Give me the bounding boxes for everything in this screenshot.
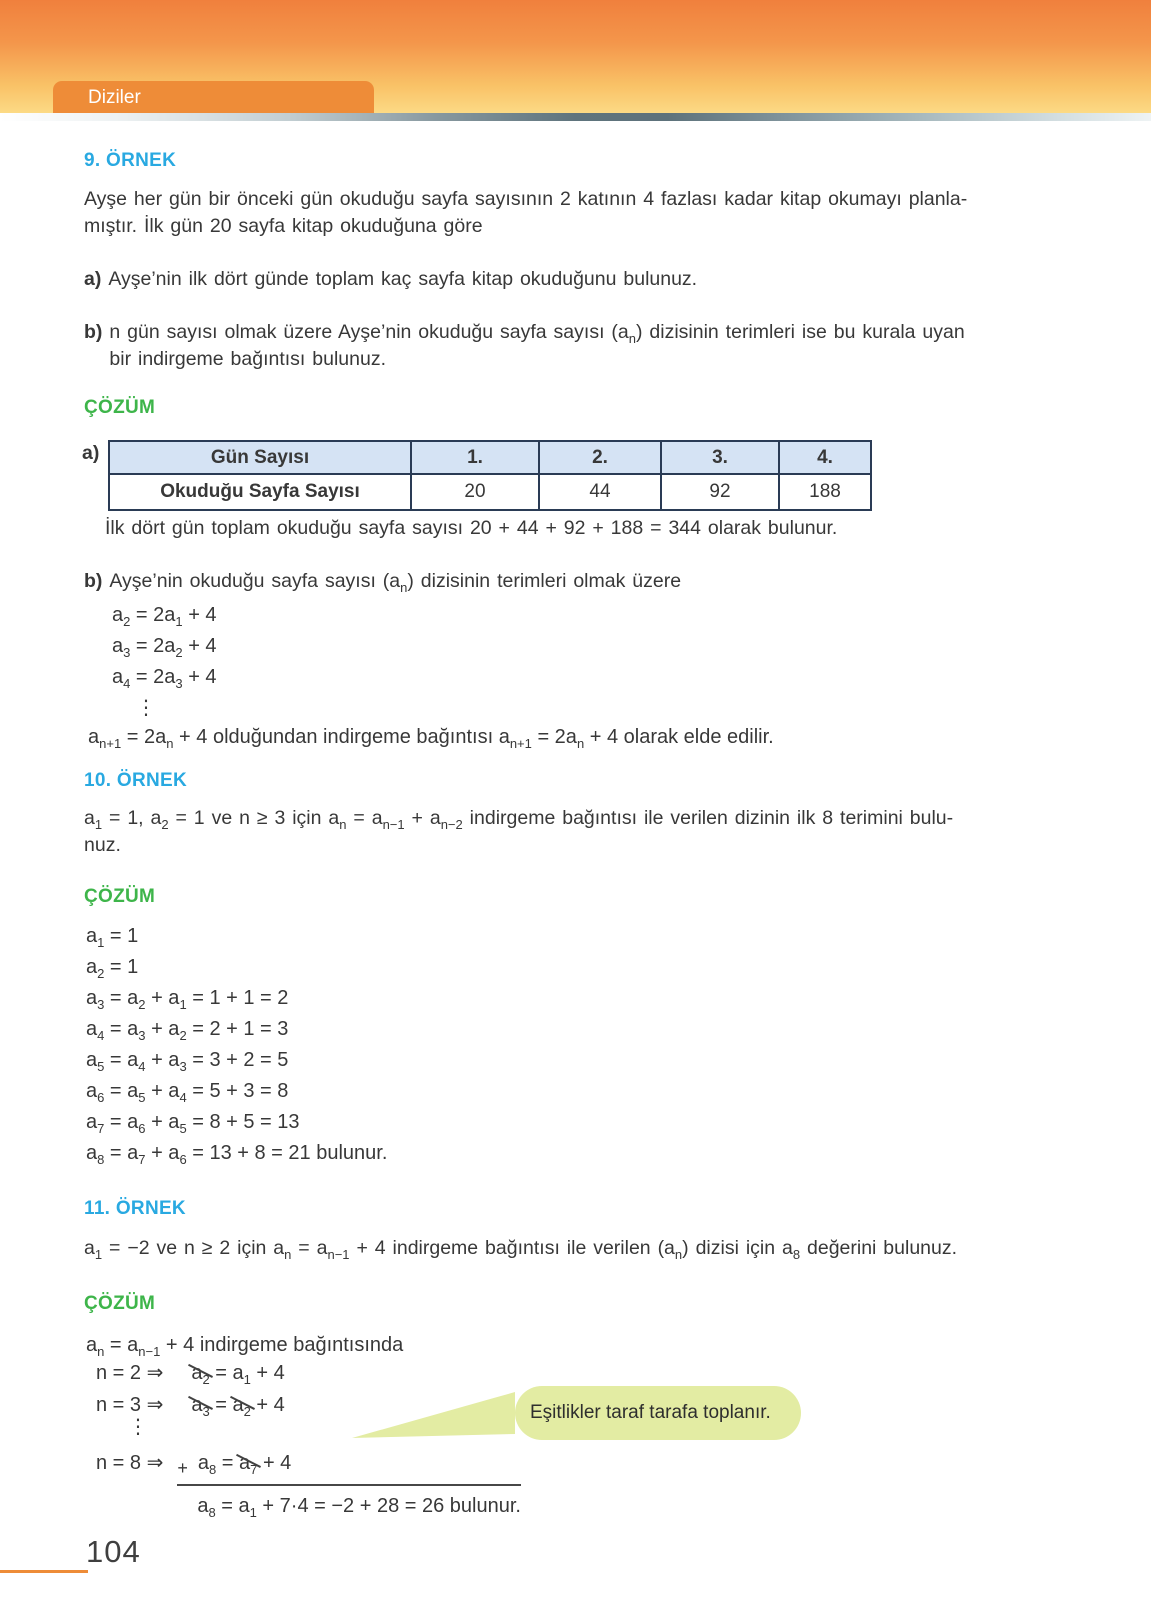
item-text [109, 319, 964, 373]
equation-line: $a_4 = 2a_3 + 4$ [112, 666, 217, 691]
equation-line: $a_3 = a_2 + a_1 = 1 + 1 = 2$ [86, 987, 289, 1012]
table-value-cell: 92 [661, 474, 779, 510]
equation-line: $a_4 = a_3 + a_2 = 2 + 1 = 3$ [86, 1018, 289, 1043]
header-stripe [0, 113, 1151, 121]
example10-statement [84, 805, 1094, 859]
table-header-cell: 4. [779, 441, 871, 474]
example9-item-b [84, 319, 1094, 373]
solution-b-conclusion: $a_{n+1} = 2a_n + 4$ olduğundan indirgeme bağıntısı $a_{n+1} = 2a_n + 4$ olarak elde edilir. [88, 726, 774, 751]
item-text: Ayşe’nin ilk dört günde toplam kaç sayfa kitap okuduğunu bulunuz. [108, 268, 698, 290]
table-header-cell: Gün Sayısı [109, 441, 411, 474]
day-page-table [108, 440, 872, 511]
step-equation: $a_3 = a_2 + 4$ [191, 1394, 284, 1416]
example11-heading: 11. ÖRNEK [84, 1198, 186, 1219]
item-label: b) [84, 321, 103, 343]
sum-top-line [177, 1448, 521, 1486]
example11-solution-intro: $a_n = a_{n-1} + 4$ indirgeme bağıntısında [86, 1334, 404, 1359]
step-equation: $a_2 = a_1 + 4$ [191, 1362, 284, 1384]
recurrence-step-8 [96, 1448, 521, 1522]
equation-line: $a_6 = a_5 + a_4 = 5 + 3 = 8$ [86, 1080, 289, 1105]
example10-heading: 10. ÖRNEK [84, 770, 188, 791]
item-label: b) [84, 570, 103, 592]
solution-b-equations [112, 600, 217, 724]
table-value-cell: 44 [539, 474, 661, 510]
footer-rule [0, 1570, 88, 1573]
table-value-cell: 188 [779, 474, 871, 510]
example11-statement: $a_1 = -2$ ve n ≥ 2 için $a_n = a_{n-1} + 4$ indirgeme bağıntısı ile verilen $(a_n)$ dizisi için $a_8$ değerini bulunuz. [84, 1237, 958, 1262]
callout-text: Eşitlikler taraf tarafa toplanır. [530, 1402, 771, 1423]
step-equation: $a_8 = a_7 + 4$ [198, 1452, 291, 1474]
step-label: n = 3 ⇒ [96, 1394, 164, 1416]
table-header-cell: 2. [539, 441, 661, 474]
table-data-row [109, 474, 871, 510]
example9-statement [84, 186, 1084, 240]
sum-block [177, 1448, 521, 1522]
item-line: n gün sayısı olmak üzere Ayşe’nin okuduğu sayfa sayısı $(a_n)$ dizisinin terimleri ise bu kurala uyan [109, 321, 965, 346]
recurrence-step [96, 1390, 285, 1421]
example9-solution-heading: ÇÖZÜM [84, 397, 156, 418]
sum-result: $a_8 = a_1 + 7\cdot 4 = -2 + 28 = 26$ bulunur. [197, 1495, 521, 1520]
statement-line: $a_1 = 1$, $a_2 = 1$ ve n ≥ 3 için $a_n = a_{n-1} + a_{n-2}$ indirgeme bağıntısı ile verilen dizinin ilk 8 terimini bulu- [84, 807, 954, 832]
table-header-row [109, 441, 871, 474]
equation-line: $a_5 = a_4 + a_3 = 3 + 2 = 5$ [86, 1049, 289, 1074]
equation-line: $a_3 = 2a_2 + 4$ [112, 635, 217, 660]
callout-bubble [515, 1386, 801, 1440]
example9-heading: 9. ÖRNEK [84, 150, 177, 171]
statement-line: nuz. [84, 834, 121, 856]
equation-line: $a_1 = 1$ [86, 925, 139, 950]
example10-solution-lines [86, 921, 387, 1169]
example11-solution-heading: ÇÖZÜM [84, 1293, 156, 1314]
recurrence-step [96, 1358, 285, 1389]
equation-line: $a_2 = 1$ [86, 956, 139, 981]
step-label: n = 2 ⇒ [96, 1362, 164, 1384]
solution-b-intro [84, 568, 1084, 595]
page-number: 104 [86, 1534, 141, 1569]
statement-line: mıştır. İlk gün 20 sayfa kitap okuduğuna göre [84, 215, 483, 237]
step-label: n = 8 ⇒ [96, 1452, 164, 1474]
solution-a-label: a) [82, 442, 100, 464]
table-row-label: Okuduğu Sayfa Sayısı [109, 474, 411, 510]
item-text: Ayşe’nin okuduğu sayfa sayısı $(a_n)$ dizisinin terimleri olmak üzere [109, 570, 682, 595]
vertical-dots: ⋮ [136, 697, 156, 719]
item-line: bir indirgeme bağıntısı bulunuz. [109, 348, 386, 370]
equation-line: $a_7 = a_6 + a_5 = 8 + 5 = 13$ [86, 1111, 300, 1136]
plus-sign: + [177, 1458, 188, 1478]
vertical-dots: ⋮ [128, 1416, 148, 1438]
solution-a-note: İlk dört gün toplam okuduğu sayfa sayısı 20 + 44 + 92 + 188 = 344 olarak bulunur. [105, 517, 838, 539]
equation-line: $a_2 = 2a_1 + 4$ [112, 604, 217, 629]
item-label: a) [84, 268, 102, 290]
statement-line: Ayşe her gün bir önceki gün okuduğu sayfa sayısının 2 katının 4 fazlası kadar kitap okumayı planla- [84, 188, 968, 210]
equation-line: $a_8 = a_7 + a_6 = 13 + 8 = 21$ bulunur. [86, 1142, 388, 1167]
table-header-cell: 1. [411, 441, 539, 474]
example9-item-a [84, 266, 1084, 293]
chapter-tab-label: Diziler [88, 87, 141, 108]
chapter-tab [53, 81, 374, 113]
example10-solution-heading: ÇÖZÜM [84, 886, 156, 907]
table-header-cell: 3. [661, 441, 779, 474]
callout-tail [352, 1388, 515, 1443]
table-value-cell: 20 [411, 474, 539, 510]
